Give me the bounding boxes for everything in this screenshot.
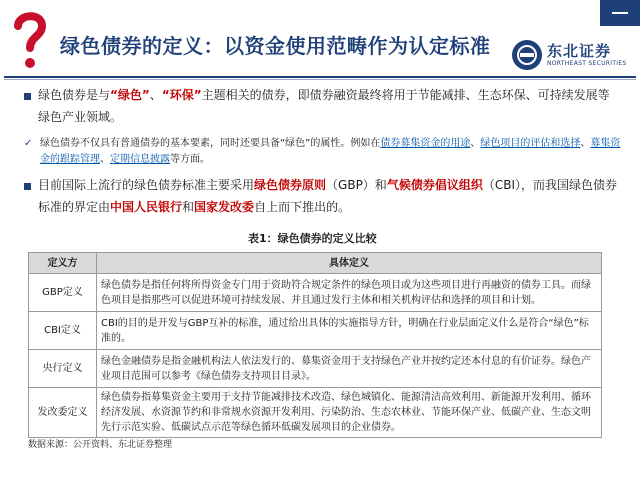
- company-logo: [512, 40, 634, 74]
- text: 、: [100, 154, 110, 165]
- table-title: 表1：绿色债券的定义比较: [248, 232, 377, 245]
- paragraph-standards: [38, 174, 620, 218]
- table-cell-definer: 发改委定义: [29, 388, 97, 438]
- logo-text-cn: 东北证券: [547, 42, 612, 60]
- checkmark-icon: ✓: [24, 138, 33, 149]
- table-row: [29, 388, 602, 438]
- highlight-project-evaluation: 绿色项目的评估和选择: [480, 138, 581, 149]
- table-cell-definer: 央行定义: [29, 350, 97, 388]
- bullet-square-icon: [24, 183, 31, 190]
- table-row: [29, 312, 602, 350]
- table-cell-definer: CBI定义: [29, 312, 97, 350]
- sub-point: [24, 136, 624, 170]
- definition-table: [28, 252, 602, 438]
- column-header: 定义方: [29, 253, 97, 274]
- table-header-row: [29, 253, 602, 274]
- text: 和: [182, 200, 195, 214]
- highlight-pboc: 中国人民银行: [110, 200, 183, 214]
- text: 、: [470, 138, 481, 149]
- text: 、: [580, 138, 591, 149]
- text: 自上而下推出的。: [254, 200, 351, 214]
- paragraph-definition: [38, 84, 620, 128]
- table-row: [29, 274, 602, 312]
- table-cell-definer: GBP定义: [29, 274, 97, 312]
- text: 主题相关的债券，即债券融资最终将用于节能减排、生态环保、可持续发展等绿色产业领域。: [38, 88, 610, 124]
- header-divider-thin: [4, 79, 636, 80]
- highlight-fund-tracking: 募集资金的跟踪管理: [40, 138, 621, 165]
- table-cell-definition: CBI的目的是开发与GBP互补的标准，通过给出具体的实施指导方针，明确在行业层面定义什么是符合“绿色”标准的。: [97, 312, 602, 350]
- text: 等方面。: [170, 154, 210, 165]
- table-cell-definition: 绿色债券指募集资金主要用于支持节能减排技术改造、绿色城镇化、能源清洁高效利用、新能源开发利用、循环经济发展、水资源节约和非常规水资源开发利用、污染防治、生态农林业、节能环保产业、低碳产业、生态文明先行示范实验、低碳试点示范等绿色循环低碳发展项目的企业债券。: [97, 388, 602, 438]
- page-title: 绿色债券的定义：以资金使用范畴作为认定标准: [60, 34, 491, 58]
- text: （CBI），而我国绿色债券标准的界定由: [38, 178, 617, 214]
- text: 绿色债券是与: [38, 88, 111, 102]
- question-mark-icon: [8, 6, 52, 72]
- header: [0, 0, 640, 78]
- column-header: 具体定义: [97, 253, 602, 274]
- bullet-square-icon: [24, 93, 31, 100]
- table-cell-definition: 绿色金融债券是指金融机构法人依法发行的、募集资金用于支持绿色产业并按约定还本付息的有价证券。绿色产业项目范围可以参考《绿色债券支持项目目录》。: [97, 350, 602, 388]
- highlight-cbi: 气候债券倡议组织: [386, 178, 483, 192]
- text: 、: [149, 88, 162, 102]
- text: （GBP）和: [326, 178, 387, 192]
- table-row: [29, 350, 602, 388]
- highlight-disclosure: 定期信息披露: [110, 154, 170, 165]
- logo-emblem-icon: [512, 40, 542, 70]
- data-source-note: 数据来源：公开资料、东北证券整理: [28, 440, 173, 450]
- highlight-fund-use: 债券募集资金的用途: [380, 138, 471, 149]
- highlight-green: “绿色”: [110, 88, 150, 102]
- logo-text-en: NORTHEAST SECURITIES: [547, 60, 627, 67]
- menu-corner-icon[interactable]: [600, 0, 640, 26]
- header-divider: [4, 76, 636, 78]
- text: 绿色债券不仅具有普通债券的基本要素，同时还要具备“绿色”的属性。例如在: [40, 138, 381, 149]
- table-cell-definition: 绿色债券是指任何将所得资金专门用于资助符合规定条件的绿色项目或为这些项目进行再融资的债券工具。而绿色项目是指那些可以促进环境可持续发展、并且通过发行主体和相关机构评估和选择的项目和计划。: [97, 274, 602, 312]
- highlight-ndrc: 国家发改委: [194, 200, 255, 214]
- text: 目前国际上流行的绿色债券标准主要采用: [38, 178, 255, 192]
- highlight-gbp: 绿色债券原则: [254, 178, 327, 192]
- highlight-environment: “环保”: [161, 88, 202, 102]
